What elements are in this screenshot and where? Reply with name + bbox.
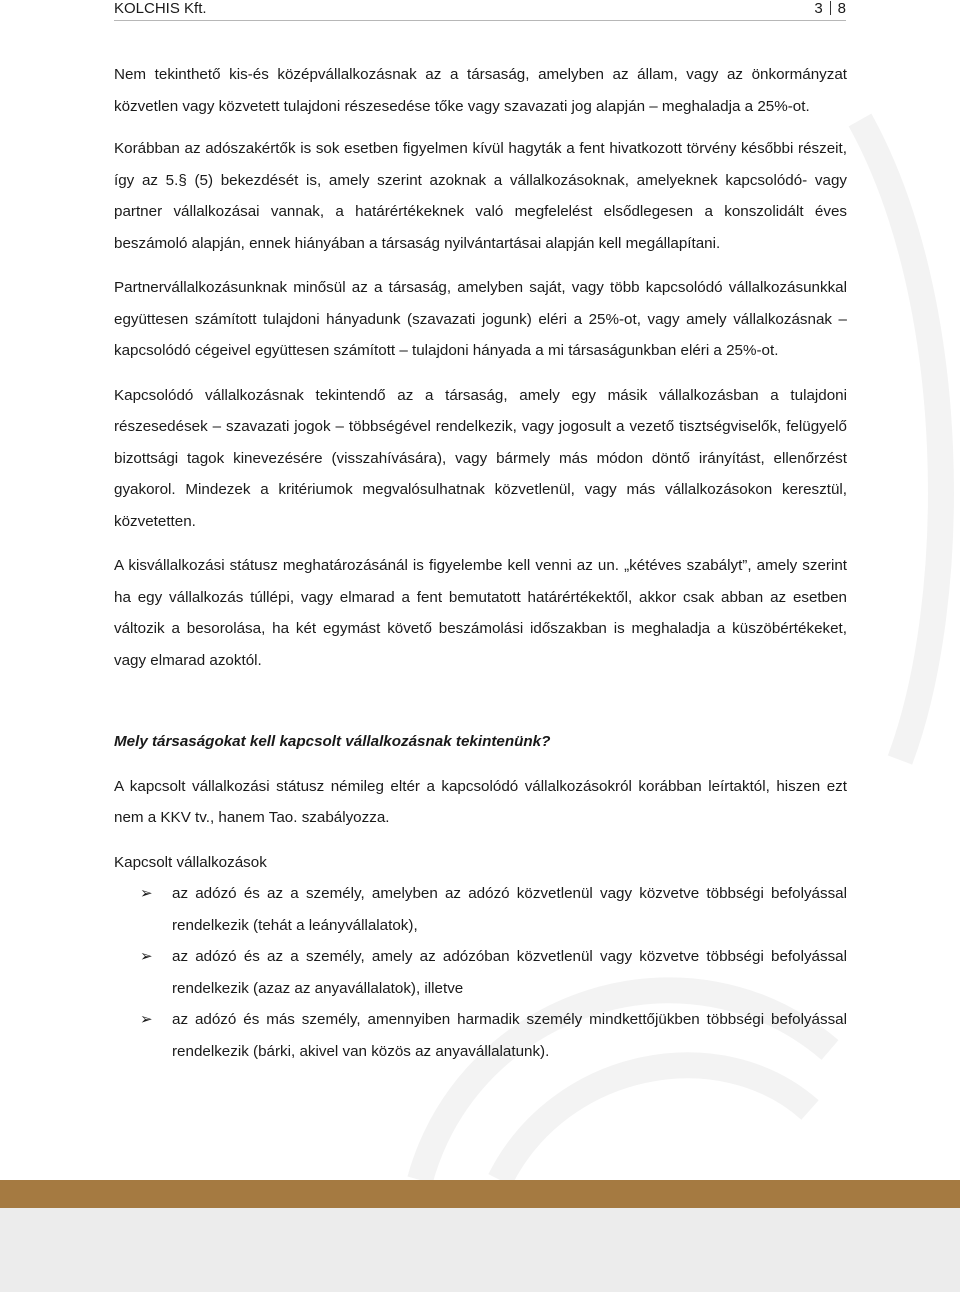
- footer-band: [0, 1180, 960, 1208]
- paragraph-linked-enterprise: Kapcsolódó vállalkozásnak tekintendő az a társaság, amely egy másik vállalkozásban a tulajdoni részesedések – szavazati jogok – többségével rendelkezik, vagy jogosult a vezető tisztségviselők, felügyelő bizottsági tagok kinevezésére (visszahívására), vagy bármely más módon döntő irányítást, ellenőrzést gyakorol. Mindezek a kritériumok megvalósulhatnak közvetlenül, vagy más vállalkozásokon keresztül, közvetetten.: [114, 386, 847, 530]
- section-heading: Mely társaságokat kell kapcsolt vállalkozásnak tekintenünk?: [114, 733, 551, 750]
- company-name: KOLCHIS Kft.: [114, 0, 207, 17]
- paragraph-kkv-exclusion: Nem tekinthető kis-és középvállalkozásnak az a társaság, amelyben az állam, vagy az önkormányzat közvetlen vagy közvetett tulajdoni részesedése tőke vagy szavazati jog alapján – meghaladja a 25%-ot.: [114, 66, 847, 115]
- list-item: [114, 878, 847, 941]
- page-current: 3: [814, 0, 823, 17]
- arrowhead-bullet-icon: ➢: [140, 1011, 153, 1028]
- paragraph-tax-advisors: Korábban az adószakértők is sok esetben figyelmen kívül hagyták a fent hivatkozott törvény későbbi részeit, így az 5.§ (5) bekezdését is, amely szerint azoknak a vállalkozásoknak, amelyeknek kapcsolódó- vagy partner vállalkozásai vannak, a határértékeknek való megfelelést elsődlegesen a konszolidált éves beszámoló alapján, ennek hiányában a társaság nyilvántartásai alapján kell megállapítani.: [114, 140, 847, 252]
- paragraph-related-status: A kapcsolt vállalkozási státusz némileg eltér a kapcsolódó vállalkozásokról korábban leírtaktól, hiszen ezt nem a KKV tv., hanem Tao. szabályozza.: [114, 777, 847, 826]
- arrowhead-bullet-icon: ➢: [140, 948, 153, 965]
- page-separator: [830, 1, 831, 15]
- list-item-text: az adózó és az a személy, amelyben az adózó közvetlenül vagy közvetve többségi befolyással rendelkezik (tehát a leányvállalatok),: [172, 885, 847, 934]
- related-companies-list: [114, 878, 847, 1067]
- list-item-text: az adózó és más személy, amennyiben harmadik személy mindkettőjükben többségi befolyással rendelkezik (bárki, akivel van közös az anyavállalatunk).: [172, 1011, 847, 1060]
- footer-area: [0, 1208, 960, 1292]
- page-header: [114, 0, 846, 21]
- paragraph-two-year-rule: A kisvállalkozási státusz meghatározásánál is figyelembe kell venni az un. „kétéves szabályt”, amely szerint ha egy vállalkozás túllépi, vagy elmarad a fent bemutatott határértékektől, akkor csak abban az esetben változik a besorolása, ha két egymást követő beszámolási időszakban is meghaladja a küszöbértékeket, vagy elmarad azoktól.: [114, 557, 847, 669]
- list-title: Kapcsolt vállalkozások: [114, 853, 267, 871]
- list-item-text: az adózó és az a személy, amely az adózóban közvetlenül vagy közvetve többségi befolyással rendelkezik (azaz az anyavállalatok), illetve: [172, 948, 847, 997]
- document-body: [114, 59, 847, 1067]
- page-number: [814, 0, 846, 18]
- arrowhead-bullet-icon: ➢: [140, 885, 153, 902]
- list-item: [114, 941, 847, 1004]
- paragraph-partner-enterprise: Partnervállalkozásunknak minősül az a társaság, amelyben saját, vagy több kapcsolódó vállalkozásunkkal együttesen számított tulajdoni hányadunk (szavazati jogunk) eléri a 25%-ot, vagy amely vállalkozásnak – kapcsolódó cégeivel együttesen számított – tulajdoni hányada a mi társaságunkban eléri a 25%-ot.: [114, 279, 847, 359]
- list-item: [114, 1004, 847, 1067]
- page-total: 8: [837, 0, 846, 17]
